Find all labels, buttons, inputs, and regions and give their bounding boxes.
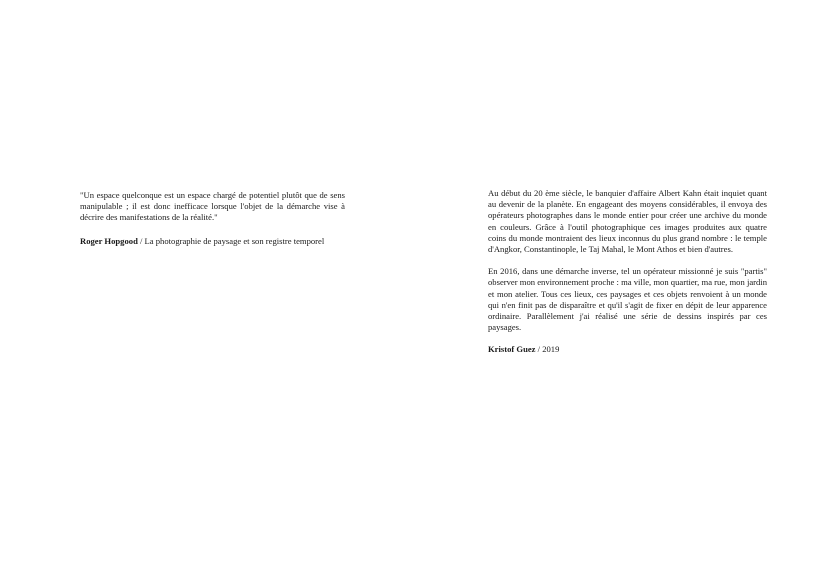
epigraph: [80, 190, 345, 247]
statement-paragraph-2: En 2016, dans une démarche inverse, tel un opérateur missionné je suis "partis" observer mon environnement proche : ma ville, mon quartier, ma rue, mon jardin et mon atelier. Tous ces lieux, ces paysages et ces objets renvoient à un monde qui n'en finit pas de disparaître et qu'il s'agit de fixer en dépit de leur apparence ordinaire. Parallèlement j'ai réalisé une série de dessins inspirés par ces paysages.: [488, 266, 767, 333]
right-page: [417, 0, 834, 564]
epigraph-quote: "Un espace quelconque est un espace chargé de potentiel plutôt que de sens manipulable ; il est donc inefficace lorsque l'objet de la démarche vise à décrire des manifestations de la réalité.": [80, 190, 345, 223]
epigraph-author: Roger Hopgood: [80, 235, 138, 246]
signature-separator: /: [535, 344, 543, 355]
statement-author: Kristof Guez: [488, 344, 536, 355]
left-page: [0, 0, 417, 564]
statement-paragraph-1: Au début du 20 ème siècle, le banquier d'affaire Albert Kahn était inquiet quant au devenir de la planète. En engageant des moyens considérables, il envoya des opérateurs photographes dans le monde entier pour créer une archive du monde en couleurs. Grâce à l'outil photographique ces images produites aux quatre coins du monde montraient des lieux inconnus du plus grand nombre : le temple d'Angkor, Constantinople, le Taj Mahal, le Mont Athos et bien d'autres.: [488, 188, 767, 255]
artist-statement: [488, 188, 767, 356]
attribution-separator: /: [137, 235, 145, 246]
statement-signature: [488, 344, 767, 355]
statement-year: 2019: [542, 344, 560, 355]
epigraph-attribution: [80, 236, 345, 247]
epigraph-source: La photographie de paysage et son registre temporel: [144, 235, 325, 246]
